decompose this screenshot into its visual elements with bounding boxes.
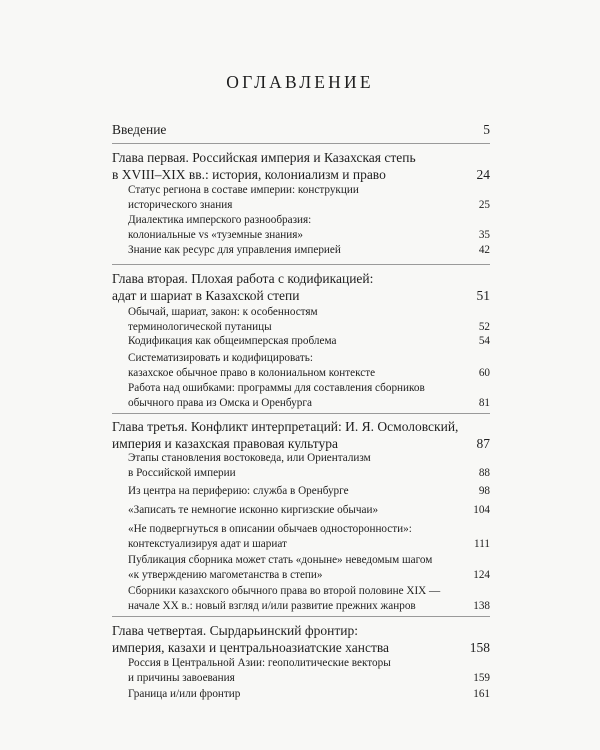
entry-title-line: Кодификация как общеимперская проблема [128,335,337,347]
toc-entry-section[interactable] [128,183,490,212]
entry-title-line: контекстуализируя адат и шариат [128,537,287,550]
page-number: 25 [478,198,490,211]
page-number: 124 [473,568,490,581]
toc-entry-section[interactable] [128,484,490,499]
entry-title-line: Обычай, шариат, закон: к особенностям [128,306,318,318]
entry-title-line: Сборники казахского обычного права во второй половине XIX — [128,585,441,597]
page-number: 159 [473,671,490,684]
page-number: 24 [476,166,490,182]
page-number: 138 [473,599,490,612]
toc-entry-section[interactable] [128,213,490,242]
chapter-divider [112,413,490,414]
page-number: 51 [476,287,490,303]
page-number: 54 [478,335,490,347]
toc-entry-section[interactable] [128,243,490,258]
entry-title-line: в Российской империи [128,466,236,479]
entry-title-line: Этапы становления востоковеда, или Ориентализм [128,452,371,464]
toc-entry-section[interactable] [128,553,490,582]
entry-title-line: Публикация сборника может стать «доныне» неведомым шагом [128,554,433,566]
page-number: 42 [478,244,490,256]
page-number: 88 [478,466,490,479]
toc-entry-section[interactable] [128,451,490,480]
page-number: 98 [478,485,490,497]
entry-title-line: «Не подвергнуться в описании обычаев односторонности»: [128,523,412,535]
entry-title-line: империя, казахи и центральноазиатские ханства [112,639,390,655]
page-number: 158 [469,639,490,655]
toc-entry-section[interactable] [128,351,490,380]
entry-title-line: Работа над ошибками: программы для составления сборников [128,382,425,394]
page-number: 35 [478,228,490,241]
toc-entry-section[interactable] [128,334,490,349]
entry-title-line: Систематизировать и кодифицировать: [128,352,313,364]
toc-entry-chapter[interactable] [112,419,490,452]
toc-title: ОГЛАВЛЕНИЕ [226,72,374,92]
entry-title-line: Россия в Центральной Азии: геополитические векторы [128,657,391,669]
toc-entry-section[interactable] [128,381,490,410]
chapter-divider [112,616,490,617]
entry-title-line: исторического знания [128,198,233,211]
toc-entry-section[interactable] [128,687,490,702]
entry-title-line: терминологической путаницы [128,320,272,333]
entry-title-line: адат и шариат в Казахской степи [112,287,300,303]
entry-title-line: Статус региона в составе империи: конструкции [128,184,359,196]
entry-title-line: колониальные vs «туземные знания» [128,228,303,241]
toc-entry-chapter[interactable] [112,271,490,304]
entry-title-line: империя и казахская правовая культура [112,435,338,451]
entry-title-line: Граница и/или фронтир [128,688,241,700]
chapter-divider [112,264,490,265]
page-number: 104 [473,504,490,516]
toc-entry-section[interactable] [128,656,490,685]
entry-title-line: в XVIII–XIX вв.: история, колониализм и право [112,166,386,182]
toc-entry-section[interactable] [128,305,490,334]
entry-title-line: Знание как ресурс для управления империей [128,244,341,256]
page-number: 52 [478,320,490,333]
entry-title-line: «Записать те немногие исконно киргизские обычаи» [128,504,379,516]
chapter-divider [112,143,490,144]
entry-title-line: и причины завоевания [128,671,235,684]
entry-title-line: Введение [112,122,167,137]
toc-entry-chapter[interactable] [112,150,490,183]
page-number: 111 [474,537,490,550]
entry-title-line: Глава первая. Российская империя и Казахская степь [112,150,416,165]
entry-title-line: «к утверждению магометанства в степи» [128,568,323,581]
entry-title-line: казахское обычное право в колониальном контексте [128,366,376,379]
toc-entry-chapter[interactable] [112,623,490,656]
entry-title-line: Глава вторая. Плохая работа с кодификацией: [112,271,374,286]
toc-entry-intro[interactable] [112,121,490,138]
entry-title-line: Из центра на периферию: служба в Оренбурге [128,485,349,497]
page-number: 5 [483,122,490,137]
page-number: 60 [478,366,490,379]
entry-title-line: обычного права из Омска и Оренбурга [128,396,312,409]
page-number: 81 [478,396,490,409]
entry-title-line: начале XX в.: новый взгляд и/или развитие прежних жанров [128,599,416,612]
entry-title-line: Глава третья. Конфликт интерпретаций: И. Я. Осмоловский, [112,419,459,434]
page-number: 161 [473,688,490,700]
toc-entry-section[interactable] [128,503,490,518]
page-number: 87 [476,435,490,451]
entry-title-line: Диалектика имперского разнообразия: [128,214,312,226]
toc-entry-section[interactable] [128,584,490,613]
entry-title-line: Глава четвертая. Сырдарьинский фронтир: [112,623,358,638]
toc-entry-section[interactable] [128,522,490,551]
